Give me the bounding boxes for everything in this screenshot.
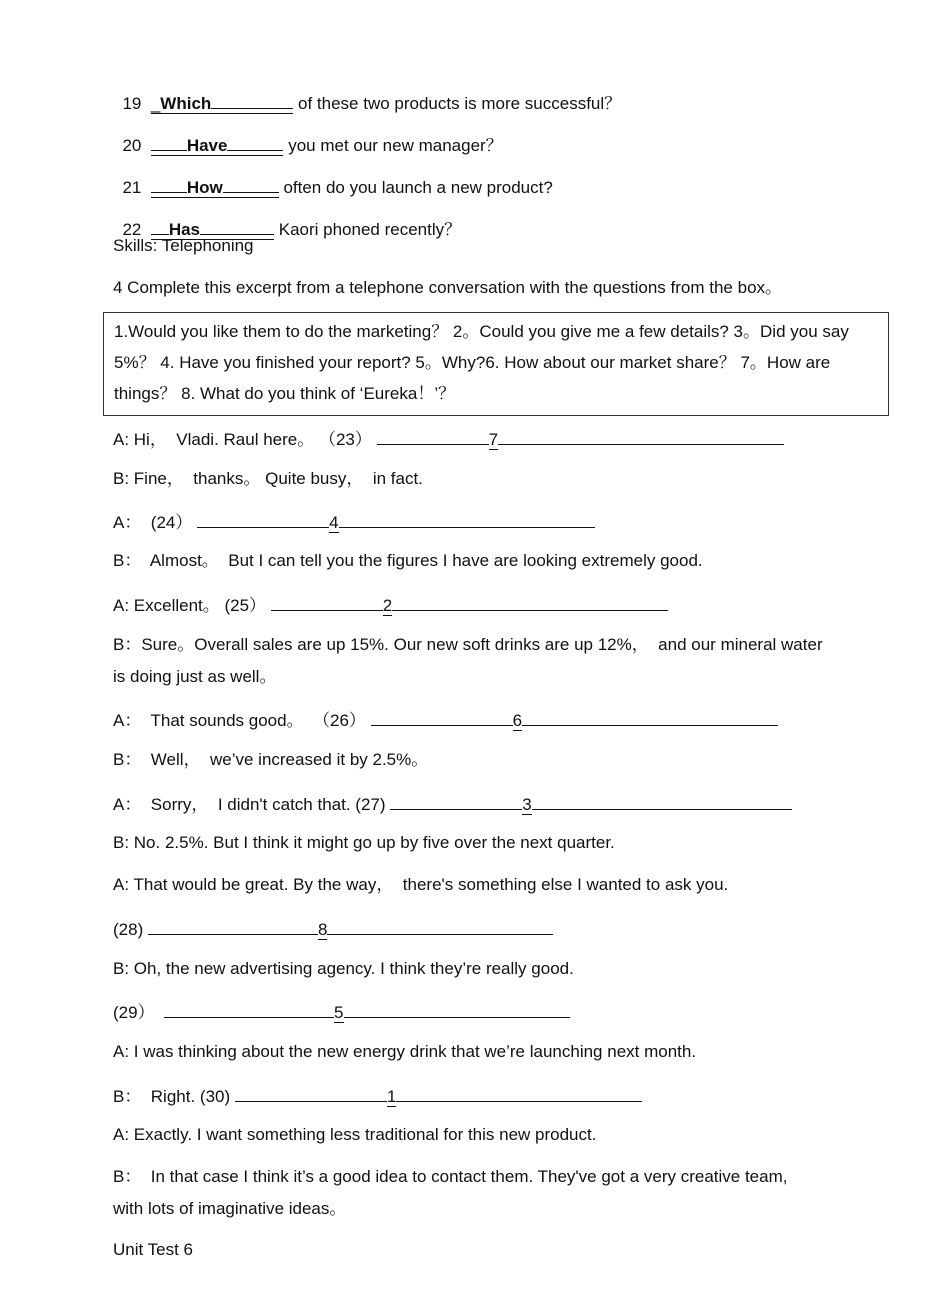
dialogue-line-28 bbox=[113, 916, 553, 941]
instruction: 4 Complete this excerpt from a telephone conversation with the questions from the box。 bbox=[113, 278, 783, 297]
answer-text: 6 bbox=[512, 711, 523, 730]
dialogue-line-24 bbox=[113, 509, 595, 534]
dialogue-line-27 bbox=[113, 791, 792, 816]
dialogue-line: B: Oh, the new advertising agency. I think they’re really good. bbox=[113, 959, 574, 978]
question-22 bbox=[113, 194, 461, 241]
answer-text: 2 bbox=[382, 596, 393, 615]
options-line-1: 1.Would you like them to do the marketing？ 2。Could you give me a few details? 3。Did you say bbox=[114, 322, 849, 341]
dialogue-line: B： Almost。 But I can tell you the figures I have are looking extremely good. bbox=[113, 551, 703, 570]
dialogue-line: A: That would be great. By the way， there's something else I wanted to ask you. bbox=[113, 875, 729, 894]
question-text: of these two products is more successful？ bbox=[293, 94, 622, 113]
dialogue-line-29 bbox=[113, 999, 570, 1024]
dialogue-line-25 bbox=[113, 592, 668, 617]
dialogue-text: (28) bbox=[113, 920, 148, 939]
dialogue-text: A： (24） bbox=[113, 513, 198, 532]
dialogue-line: B： Well， we’ve increased it by 2.5%。 bbox=[113, 750, 429, 769]
answer-text: 4 bbox=[329, 513, 339, 532]
dialogue-line: B：Sure。Overall sales are up 15%. Our new soft drinks are up 12%， and our mineral water bbox=[113, 635, 823, 654]
dialogue-line: is doing just as well。 bbox=[113, 667, 277, 686]
dialogue-text: A: Excellent。 (25） bbox=[113, 596, 271, 615]
answer-text: 1 bbox=[386, 1087, 397, 1106]
answer-text: Which bbox=[160, 94, 212, 113]
dialogue-text: A: Hi， Vladi. Raul here。 （23） bbox=[113, 430, 377, 449]
answer-blank: _Which bbox=[151, 94, 293, 114]
answer-text: 5 bbox=[334, 1003, 344, 1022]
dialogue-text: A： That sounds good。 （26） bbox=[113, 711, 371, 730]
dialogue-line: A: Exactly. I want something less traditional for this new product. bbox=[113, 1125, 597, 1144]
question-number: 19 bbox=[122, 94, 142, 113]
answer-text: 3 bbox=[522, 795, 532, 814]
dialogue-text: A： Sorry， I didn't catch that. (27) bbox=[113, 795, 391, 814]
options-line-2: 5%？ 4. Have you finished your report? 5。Why?6. How about our market share？ 7。How are bbox=[114, 353, 831, 372]
question-number: 22 bbox=[122, 220, 142, 239]
question-text: Kaori phoned recently？ bbox=[274, 220, 462, 239]
dialogue-line: A: I was thinking about the new energy drink that we’re launching next month. bbox=[113, 1042, 697, 1061]
answer-text: Have bbox=[186, 136, 228, 155]
question-number: 20 bbox=[122, 136, 142, 155]
question-text: you met our new manager？ bbox=[283, 136, 503, 155]
page-footer: Unit Test 6 bbox=[113, 1240, 194, 1259]
dialogue-line: B: No. 2.5%. But I think it might go up by five over the next quarter. bbox=[113, 833, 615, 852]
answer-text: How bbox=[186, 178, 223, 197]
answer-text: 8 bbox=[317, 920, 328, 939]
question-19 bbox=[113, 68, 621, 115]
options-line-3: things？ 8. What do you think of ‘Eureka！’？ bbox=[114, 384, 456, 403]
dialogue-line-23 bbox=[113, 426, 784, 451]
question-21 bbox=[113, 152, 553, 199]
question-20 bbox=[113, 110, 503, 157]
dialogue-line: B： In that case I think it’s a good idea to contact them. They've got a very creative team, bbox=[113, 1167, 788, 1186]
question-number: 21 bbox=[122, 178, 142, 197]
dialogue-line-26 bbox=[113, 707, 778, 732]
dialogue-line: with lots of imaginative ideas。 bbox=[113, 1199, 347, 1218]
dialogue-line: B: Fine， thanks。 Quite busy， in fact. bbox=[113, 469, 423, 488]
question-text: often do you launch a new product? bbox=[278, 178, 553, 197]
dialogue-text: (29） bbox=[113, 1003, 165, 1022]
dialogue-text: B： Right. (30) bbox=[113, 1087, 235, 1106]
skills-heading: Skills: Telephoning bbox=[113, 236, 254, 255]
answer-text: 7 bbox=[488, 430, 499, 449]
answer-text: Has bbox=[168, 220, 201, 239]
dialogue-line-30 bbox=[113, 1083, 642, 1108]
options-box bbox=[103, 312, 889, 416]
